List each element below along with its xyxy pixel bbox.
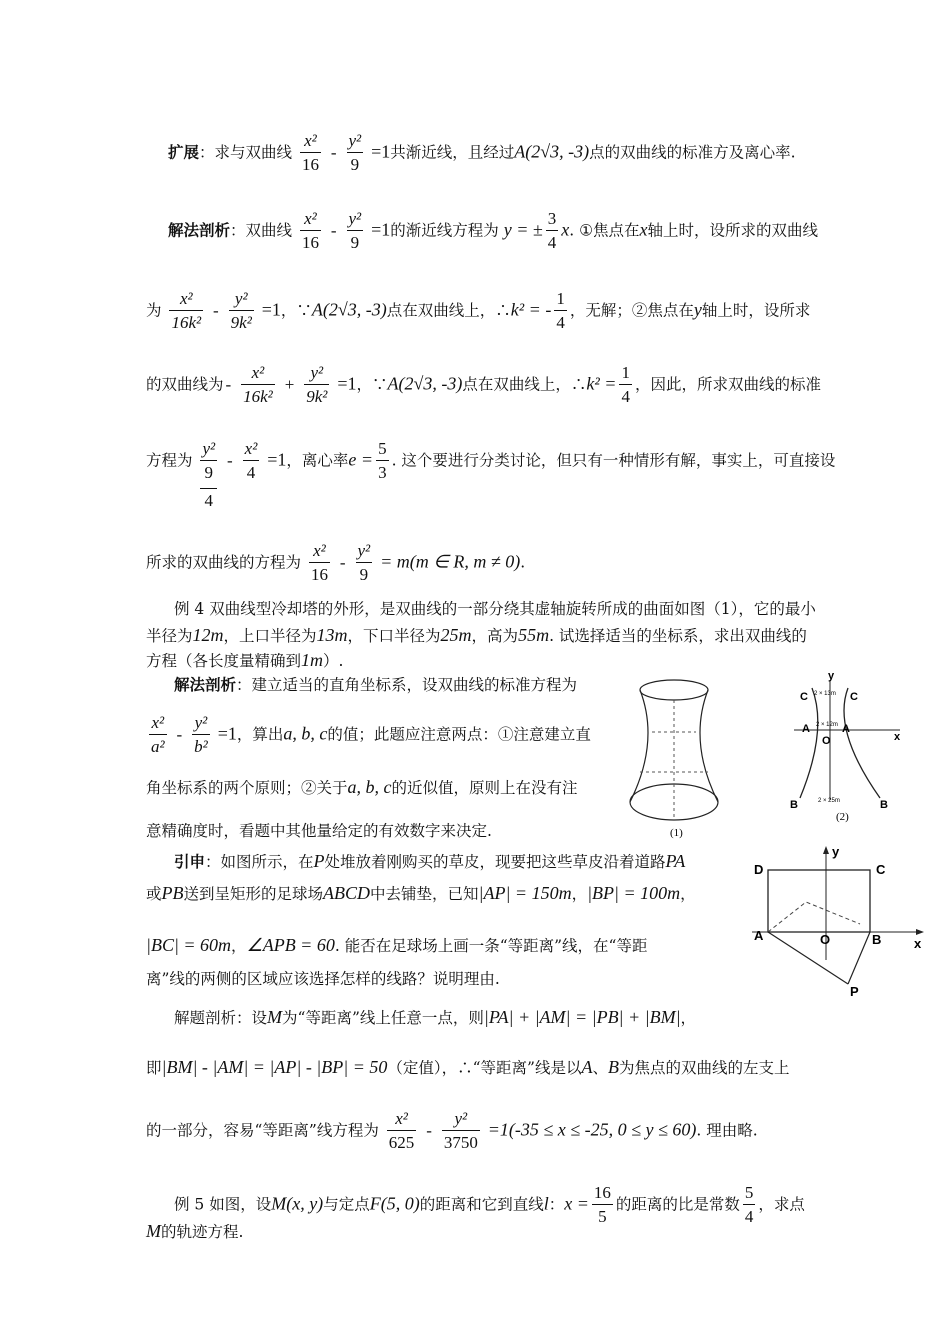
fraction: $\frac{5}{3}$ — [376, 438, 389, 485]
svg-text:x: x — [914, 936, 922, 951]
para-solution-2: 为 $\frac{\text{x²}}{\text{16k²}}$ - $\frac{\text{y²}}{\text{9k²}}$ =1，∵A(2√3, -3)点在双曲线上，∴k² = - $\frac{1}{4}$ ，无解；②焦点在y轴上时，设所求 — [146, 288, 810, 335]
svg-text:C: C — [850, 691, 858, 703]
svg-text:2 × 25m: 2 × 25m — [818, 798, 840, 804]
svg-text:D: D — [754, 862, 764, 877]
point-a: A(2√3, -3) — [514, 141, 590, 162]
example-5-line-2: M的轨迹方程. — [146, 1221, 244, 1241]
fraction: $\frac{5}{4}$ — [743, 1182, 756, 1229]
fraction: $\frac{\text{y²}}{9}$ — [347, 208, 364, 255]
fraction: $\frac{1}{4}$ — [554, 288, 567, 335]
equidistant-dashed-path — [768, 902, 860, 932]
cooling-tower-figure — [622, 672, 722, 840]
sol5-line-3: 的一部分，容易“等距离”线方程为 $\frac{\text{x²}}{625}$ - $\frac{\text{y²}}{3750}$ =1(-35 ≤ x ≤ -25, 0 ≤ y ≤ 60). 理由略. — [146, 1108, 758, 1155]
fraction: $\frac{\text{y²}}{\text{b²}}$ — [192, 712, 210, 759]
fraction: $\frac{\text{x²}}{\text{16k²}}$ — [241, 362, 275, 409]
fraction: $\frac{\text{x²}}{625}$ — [387, 1108, 417, 1155]
svg-text:O: O — [820, 932, 831, 947]
ext-line-3: |BC| = 60m，∠APB = 60. 能否在足球场上画一条“等距离”线，在“等距 — [146, 935, 648, 955]
svg-text:A: A — [754, 928, 764, 943]
field-rectangle — [768, 870, 870, 932]
ext-line-1: 引申：如图所示，在P处堆放着刚购买的草皮，现要把这些草皮沿着道路PA — [174, 851, 686, 871]
ext-line-2: 或PB送到呈矩形的足球场ABCD中去铺垫，已知|AP| = 150m，|BP| = 100m， — [146, 883, 696, 903]
fraction: $\frac{\text{y²}}{3750}$ — [442, 1108, 480, 1155]
sol4-line-1: 解法剖析：建立适当的直角坐标系，设双曲线的标准方程为 — [174, 676, 578, 694]
coordinate-figure — [788, 670, 908, 830]
fraction: $\frac{\text{y²}}{9}$ — [356, 540, 373, 587]
fraction: y² 9 4 — [200, 438, 217, 485]
svg-text:(2): (2) — [836, 811, 849, 823]
right-branch — [844, 688, 880, 798]
road-pa — [768, 932, 848, 984]
label-extension: 扩展 — [168, 143, 200, 162]
svg-text:y: y — [832, 844, 840, 859]
sol4-line-3: 角坐标系的两个原则；②关于a, b, c的近似值，原则上在没有注 — [146, 777, 578, 797]
ext-line-4: 离”线的两侧的区域应该选择怎样的线路？说明理由. — [146, 970, 500, 988]
svg-text:C: C — [876, 862, 886, 877]
fraction: $\frac{\text{x²}}{16}$ — [309, 540, 330, 587]
example-4-line-1: 例 4 双曲线型冷却塔的外形，是双曲线的一部分绕其虚轴旋转所成的曲面如图（1），它的最小 — [174, 600, 816, 618]
example-4-line-3: 方程（各长度量精确到1m）. — [146, 650, 344, 670]
tower-right-profile — [700, 690, 718, 802]
para-solution-5: 所求的双曲线的方程为 $\frac{\text{x²}}{16}$ - $\frac{\text{y²}}{9}$ = m(m ∈ R, m ≠ 0). — [146, 540, 525, 587]
svg-text:B: B — [880, 799, 888, 811]
fraction: $\frac{\text{x²}}{\text{16k²}}$ — [169, 288, 203, 335]
example-4-line-2: 半径为12m，上口半径为13m，下口半径为25m，高为55m. 试选择适当的坐标系，求出双曲线的 — [146, 625, 807, 645]
fraction: $\frac{16}{5}$ — [592, 1182, 613, 1229]
svg-text:P: P — [850, 984, 859, 999]
fraction: $\frac{\text{x²}}{16}$ — [300, 130, 321, 177]
field-figure — [748, 840, 930, 1000]
fraction: $\frac{\text{x²}}{16}$ — [300, 208, 321, 255]
svg-text:x: x — [894, 731, 901, 743]
tower-dashed-lines — [640, 700, 708, 820]
label-solution: 解法剖析 — [168, 221, 231, 240]
fraction: $\frac{\text{y²}}{\text{9k²}}$ — [229, 288, 254, 335]
fraction: $\frac{3}{4}$ — [546, 208, 559, 255]
sol5-line-1: 解题剖析：设M为“等距离”线上任意一点，则|PA| + |AM| = |PB| + |BM|， — [174, 1007, 697, 1027]
fraction: $\frac{1}{4}$ — [619, 362, 632, 409]
left-branch — [800, 688, 818, 798]
svg-text:A: A — [842, 723, 850, 735]
para-extension: 扩展：求与双曲线 $\frac{\text{x²}}{16}$ - $\frac{\text{y²}}{9}$ =1共渐近线，且经过A(2√3, -3)点的双曲线的标准方及离心率. — [168, 130, 796, 177]
svg-text:C: C — [800, 691, 808, 703]
fraction: $\frac{\text{y²}}{9}$ — [347, 130, 364, 177]
svg-text:B: B — [790, 799, 798, 811]
para-solution-3: 的双曲线为 - $\frac{\text{x²}}{\text{16k²}}$ + $\frac{\text{y²}}{\text{9k²}}$ =1，∵A(2√3, -3)点在双曲线上，∴k² = $\frac{1}{4}$ ，因此，所求双曲线的标准 — [146, 362, 821, 409]
para-solution-1: 解法剖析：双曲线 $\frac{\text{x²}}{16}$ - $\frac{\text{y²}}{9}$ =1的渐近线方程为 y = ± $\frac{3}{4}$ x. ①焦点在x轴上时，设所求的双曲线 — [168, 208, 818, 255]
svg-text:A: A — [802, 723, 810, 735]
caption-1: (1) — [670, 827, 683, 839]
tower-left-profile — [630, 690, 648, 802]
sol4-line-2: $\frac{\text{x²}}{\text{a²}}$ - $\frac{\text{y²}}{\text{b²}}$ =1，算出a, b, c的值；此题应注意两点：①注意建立直 — [146, 712, 591, 759]
svg-text:y: y — [828, 670, 835, 682]
svg-text:B: B — [872, 932, 882, 947]
svg-text:O: O — [822, 735, 831, 747]
svg-text:2 × 13m: 2 × 13m — [814, 691, 836, 697]
sol4-line-4: 意精确度时，看题中其他量给定的有效数字来决定. — [146, 822, 492, 840]
tower-top-ellipse — [640, 680, 708, 700]
svg-text:2 × 12m: 2 × 12m — [816, 722, 838, 728]
fraction: $\frac{\text{x²}}{4}$ — [243, 438, 260, 485]
para-solution-4: 方程为 y² 9 4 - $\frac{\text{x²}}{4}$ =1，离心率e = $\frac{5}{3}$ . 这个要进行分类讨论，但只有一种情形有解，事实上，可直接设 — [146, 438, 835, 485]
sol5-line-2: 即|BM| - |AM| = |AP| - |BP| = 50（定值），∴“等距离”线是以A、B为焦点的双曲线的左支上 — [146, 1057, 790, 1077]
example-5-line-1: 例 5 如图，设M(x, y)与定点F(5, 0)的距离和它到直线l：x = $\frac{16}{5}$ 的距离的比是常数 $\frac{5}{4}$ ，求点 — [174, 1182, 805, 1229]
road-pb — [848, 932, 870, 984]
fraction: $\frac{\text{x²}}{\text{a²}}$ — [149, 712, 167, 759]
fraction: $\frac{\text{y²}}{\text{9k²}}$ — [304, 362, 329, 409]
